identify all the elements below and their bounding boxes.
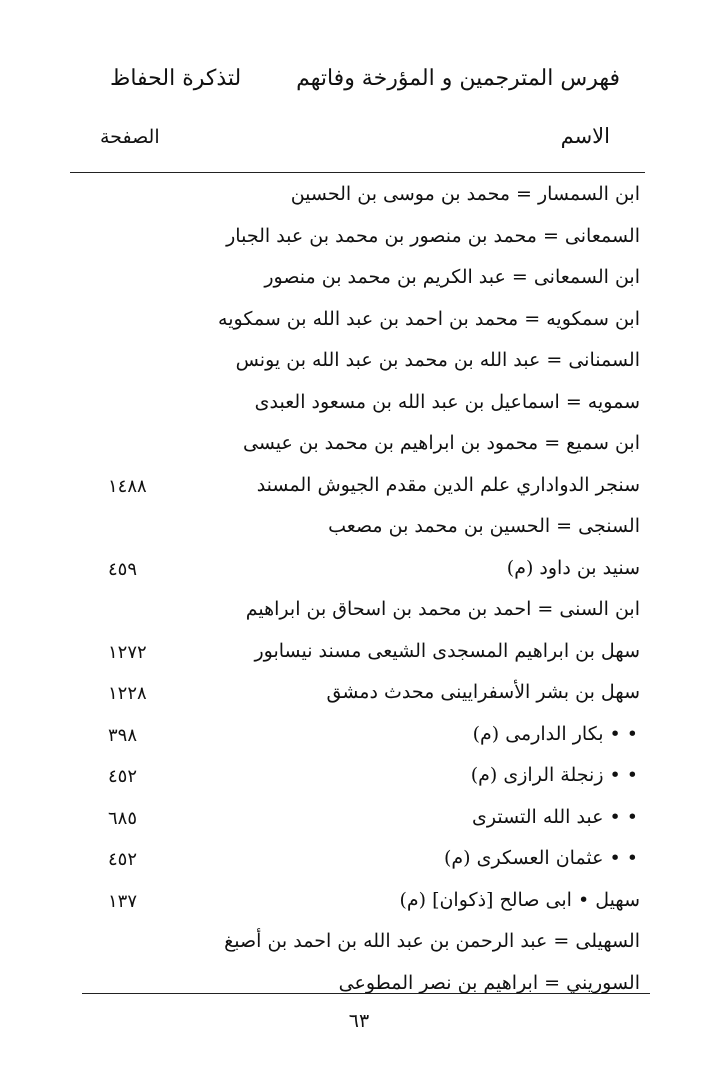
entry-page: ٤٥٢	[108, 766, 138, 787]
entry-page: ٤٥٩	[108, 558, 138, 580]
entry-page: ٦٨٥	[108, 807, 138, 829]
entry-page: ٣٩٨	[108, 724, 138, 746]
list-item	[90, 549, 640, 591]
entry-name: سهيل • ابى صالح [ذكوان] (م)	[399, 888, 640, 911]
list-item	[90, 590, 640, 632]
list-item	[90, 798, 640, 840]
entry-name: سهل بن بشر الأسفرايينى محدث دمشق	[326, 681, 640, 703]
entry-name: ابن السنى = احمد بن محمد بن اسحاق بن ابراهيم	[245, 598, 640, 620]
entry-name: السمنانى = عبد الله بن محمد بن عبد الله بن يونس	[235, 349, 640, 371]
list-item	[90, 922, 640, 964]
entry-name: السوريني = ابراهيم بن نصر المطوعى	[338, 971, 640, 994]
name-column-header: الاسم	[560, 124, 610, 148]
entry-name: سنيد بن داود (م)	[506, 556, 640, 579]
list-item	[90, 217, 640, 259]
list-item	[90, 175, 640, 217]
list-item	[90, 756, 640, 798]
page-header	[90, 66, 620, 106]
entry-page: ١٢٧٢	[108, 641, 147, 663]
book-title: لتذكرة الحفاظ	[110, 66, 242, 91]
list-item	[90, 632, 640, 674]
top-divider	[70, 172, 645, 173]
list-item	[90, 466, 640, 508]
entry-name: • • عثمان العسكرى (م)	[444, 847, 638, 869]
entry-name: السنجى = الحسين بن محمد بن مصعب	[328, 515, 640, 537]
entry-name: • • زنجلة الرازى (م)	[470, 764, 638, 786]
list-item	[90, 964, 640, 1006]
entry-name: سنجر الدواداري علم الدين مقدم الجيوش المسند	[256, 473, 640, 496]
list-item	[90, 424, 640, 466]
entry-name: سهل بن ابراهيم المسجدى الشيعى مسند نيسابور	[254, 639, 640, 662]
list-item	[90, 383, 640, 425]
list-item	[90, 507, 640, 549]
entry-name: ابن السمعانى = عبد الكريم بن محمد بن منصور	[264, 266, 640, 288]
list-item	[90, 839, 640, 881]
index-list	[90, 175, 640, 1005]
entry-name: السهيلى = عبد الرحمن بن عبد الله بن احمد بن أصبغ	[224, 930, 640, 952]
index-title: فهرس المترجمين و المؤرخة وفاتهم	[296, 66, 620, 91]
list-item	[90, 715, 640, 757]
list-item	[90, 258, 640, 300]
entry-page: ١٢٢٨	[108, 683, 147, 704]
entry-name: سمويه = اسماعيل بن عبد الله بن مسعود العبدى	[254, 390, 640, 413]
entry-name: ابن سميع = محمود بن ابراهيم بن محمد بن عيسى	[243, 432, 640, 454]
entry-name: • • عبد الله التسترى	[472, 805, 638, 828]
list-item	[90, 673, 640, 715]
list-item	[90, 341, 640, 383]
entry-page: ١٤٨٨	[108, 475, 147, 497]
column-headers	[90, 124, 620, 158]
page-column-header: الصفحة	[100, 126, 160, 148]
bottom-divider	[82, 993, 650, 994]
entry-page: ١٣٧	[108, 890, 138, 912]
entry-name: ابن السمسار = محمد بن موسى بن الحسين	[290, 183, 640, 205]
entry-name: ابن سمكويه = محمد بن احمد بن عبد الله بن سمكويه	[218, 307, 640, 330]
page-number: ٦٣	[348, 1010, 370, 1032]
list-item	[90, 300, 640, 342]
entry-page: ٤٥٢	[108, 849, 138, 870]
entry-name: السمعانى = محمد بن منصور بن محمد بن عبد الجبار	[226, 224, 640, 247]
list-item	[90, 881, 640, 923]
entry-name: • • بكار الدارمى (م)	[472, 722, 638, 745]
